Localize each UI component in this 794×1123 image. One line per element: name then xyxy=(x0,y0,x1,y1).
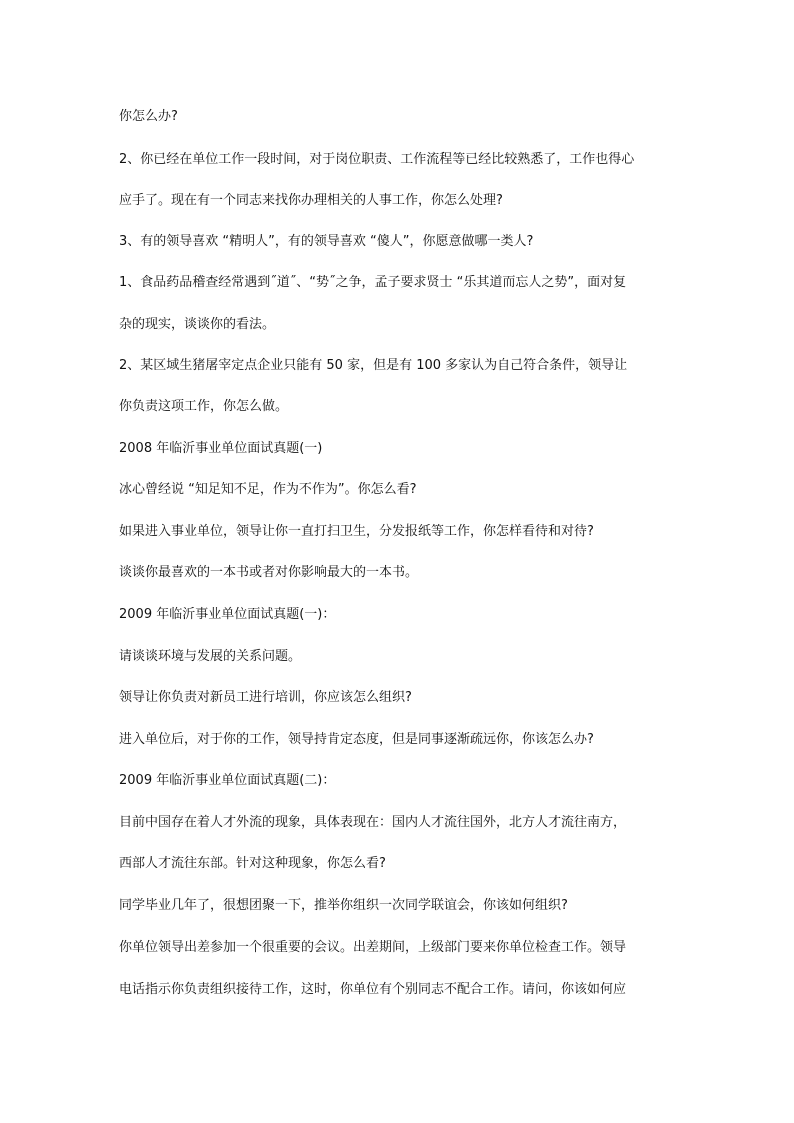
section-heading: 2009 年临沂事业单位面试真题(二)： xyxy=(119,773,336,788)
section-heading: 2008 年临沂事业单位面试真题(一) xyxy=(119,441,323,456)
text-line: 领导让你负责对新员工进行培训，你应该怎么组织? xyxy=(119,690,412,705)
text-line: 1、食品药品稽查经常遇到˝道˝、“势˝之争，孟子要求贤士 “乐其道而忘人之势”，面对复 xyxy=(119,275,627,290)
text-line: 同学毕业几年了，很想团聚一下，推举你组织一次同学联谊会，你该如何组织? xyxy=(119,898,568,913)
text-line: 西部人才流往东部。针对这种现象，你怎么看? xyxy=(119,856,386,871)
text-line: 冰心曾经说 “知足知不足，作为不作为”。你怎么看? xyxy=(119,482,417,497)
text-line: 2、某区域生猪屠宰定点企业只能有 50 家，但是有 100 多家认为自己符合条件，领导让 xyxy=(119,358,628,373)
text-line: 杂的现实，谈谈你的看法。 xyxy=(119,317,276,332)
text-line: 你单位领导出差参加一个很重要的会议。出差期间，上级部门要来你单位检查工作。领导 xyxy=(119,940,627,955)
text-line: 2、你已经在单位工作一段时间，对于岗位职责、工作流程等已经比较熟悉了，工作也得心 xyxy=(119,152,635,167)
text-line: 电话指示你负责组织接待工作，这时，你单位有个别同志不配合工作。请问，你该如何应 xyxy=(119,982,627,997)
text-line: 请谈谈环境与发展的关系问题。 xyxy=(119,649,302,664)
text-line: 进入单位后，对于你的工作，领导持肯定态度，但是同事逐渐疏远你，你该怎么办? xyxy=(119,732,594,747)
text-line: 如果进入事业单位，领导让你一直打扫卫生，分发报纸等工作，你怎样看待和对待? xyxy=(119,524,594,539)
text-line: 你负责这项工作，你怎么做。 xyxy=(119,399,289,414)
text-line: 你怎么办? xyxy=(119,109,178,124)
text-line: 谈谈你最喜欢的一本书或者对你影响最大的一本书。 xyxy=(119,565,419,580)
section-heading: 2009 年临沂事业单位面试真题(一)： xyxy=(119,607,336,622)
text-line: 目前中国存在着人才外流的现象，具体表现在：国内人才流往国外，北方人才流往南方， xyxy=(119,815,627,830)
text-line: 应手了。现在有一个同志来找你办理相关的人事工作，你怎么处理? xyxy=(119,193,503,208)
text-line: 3、有的领导喜欢 “精明人”，有的领导喜欢 “傻人”，你愿意做哪一类人? xyxy=(119,234,534,249)
